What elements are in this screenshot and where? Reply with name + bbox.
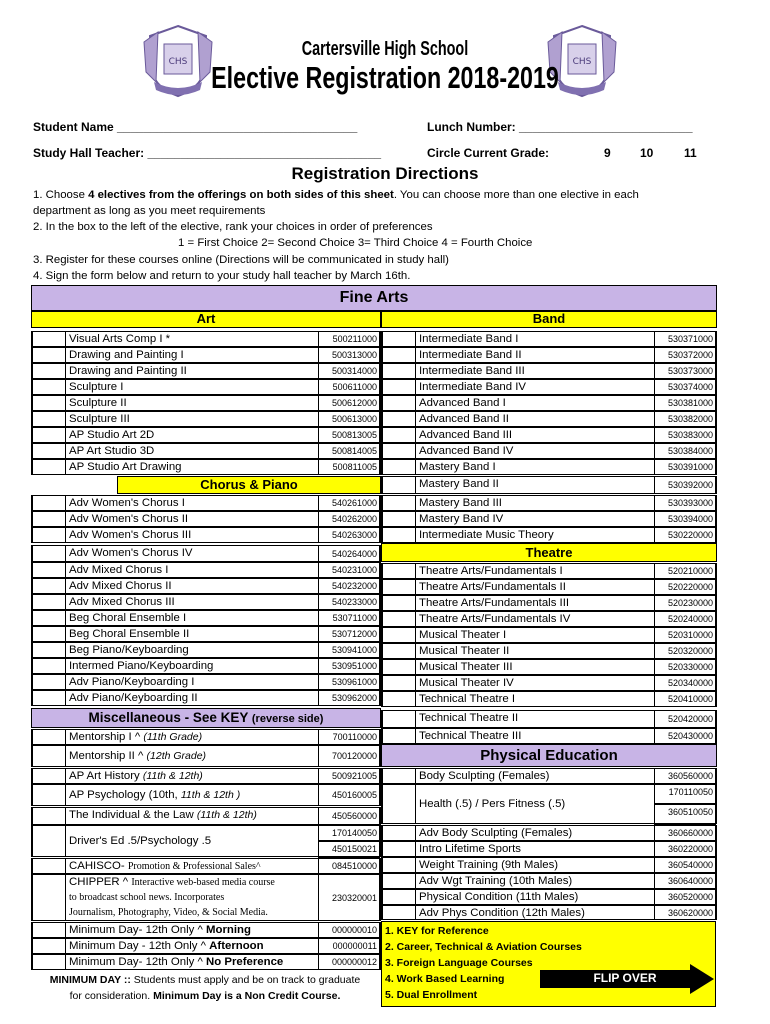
- course-name: Drawing and Painting I: [69, 349, 184, 361]
- course-row: [31, 363, 381, 379]
- course-code: 360220000: [654, 841, 716, 857]
- course-code: 520430000: [654, 728, 716, 744]
- rank-box[interactable]: [382, 363, 416, 379]
- course-row: [381, 411, 717, 427]
- course-name: Minimum Day- 12th Only ^ Morning: [69, 924, 251, 936]
- course-code: 520230000: [654, 595, 716, 611]
- course-name: Technical Theatre II: [419, 712, 519, 724]
- rank-box[interactable]: [382, 379, 416, 395]
- course-name: Beg Choral Ensemble I: [69, 612, 187, 624]
- course-name: Intermediate Music Theory: [419, 529, 554, 541]
- course-code: 084510000: [318, 858, 380, 874]
- grade-11[interactable]: 11: [684, 146, 697, 160]
- course-name: Sculpture I: [69, 381, 124, 393]
- course-row: [31, 545, 381, 562]
- rank-box[interactable]: [382, 691, 416, 707]
- rank-box[interactable]: [382, 643, 416, 659]
- course-row: [381, 495, 717, 511]
- rank-box[interactable]: [32, 938, 66, 954]
- rank-box[interactable]: [32, 363, 66, 379]
- rank-box[interactable]: [382, 495, 416, 511]
- course-name: Mastery Band I: [419, 461, 496, 473]
- rank-box[interactable]: [382, 627, 416, 643]
- course-row: [381, 889, 717, 905]
- course-code: 520340000: [654, 675, 716, 691]
- course-name: Theatre Arts/Fundamentals III: [419, 597, 570, 609]
- course-name: Advanced Band I: [419, 397, 506, 409]
- course-name: Mentorship II ^ (12th Grade): [69, 750, 207, 762]
- course-code: 500611000: [318, 379, 380, 395]
- course-name: Theatre Arts/Fundamentals I: [419, 565, 563, 577]
- course-row: [31, 938, 381, 954]
- course-row: [381, 611, 717, 627]
- key-item: 3. Foreign Language Courses: [385, 957, 533, 969]
- rank-box[interactable]: [382, 675, 416, 691]
- course-row: [381, 825, 717, 841]
- course-name: Adv Phys Condition (12th Males): [419, 907, 585, 919]
- course-row: [381, 511, 717, 527]
- course-name: Advanced Band III: [419, 429, 513, 441]
- course-code: 450150021: [318, 841, 380, 858]
- course-code: 530371000: [654, 331, 716, 347]
- course-row: [381, 710, 717, 728]
- rank-box[interactable]: [382, 611, 416, 627]
- course-code: 520310000: [654, 627, 716, 643]
- rank-box[interactable]: [32, 562, 66, 578]
- course-code: 520210000: [654, 563, 716, 579]
- course-row: [381, 784, 717, 824]
- directions-line-4: 4. Sign the form below and return to your study hall teacher by March 16th.: [33, 270, 411, 282]
- course-row: [381, 579, 717, 595]
- rank-box[interactable]: [32, 411, 66, 427]
- course-code: 000000010: [318, 922, 380, 938]
- course-code: 360620000: [654, 905, 716, 920]
- course-row: [381, 347, 717, 363]
- course-code: 530951000: [318, 658, 380, 674]
- rank-box[interactable]: [32, 858, 66, 874]
- flip-over-label: FLIP OVER: [593, 971, 657, 985]
- chorus-piano-header: Chorus & Piano: [117, 476, 381, 494]
- course-name: Theatre Arts/Fundamentals IV: [419, 613, 571, 625]
- grade-label: Circle Current Grade:: [427, 146, 550, 160]
- course-name: Adv Piano/Keyboarding II: [69, 692, 198, 704]
- course-name: Mastery Band II: [419, 478, 499, 490]
- course-row: [31, 395, 381, 411]
- grade-9[interactable]: 9: [604, 146, 611, 160]
- course-name: Sculpture III: [69, 413, 130, 425]
- course-code: 500814005: [318, 443, 380, 459]
- rank-box[interactable]: [32, 729, 66, 745]
- course-code: 530384000: [654, 443, 716, 459]
- course-row: [31, 729, 381, 745]
- course-code: 530373000: [654, 363, 716, 379]
- course-code: 530372000: [654, 347, 716, 363]
- rank-box[interactable]: [32, 578, 66, 594]
- course-name: Intermediate Band I: [419, 333, 519, 345]
- lunch-number-field[interactable]: Lunch Number: __________________________: [427, 120, 693, 134]
- course-row: [381, 857, 717, 873]
- rank-box[interactable]: [382, 331, 416, 347]
- course-code: 530711000: [318, 610, 380, 626]
- study-hall-field[interactable]: Study Hall Teacher: ___________________________________: [33, 146, 382, 160]
- pe-header: Physical Education: [381, 744, 717, 767]
- course-row: [31, 658, 381, 674]
- course-row: [31, 954, 381, 970]
- misc-header: Miscellaneous - See KEY (reverse side): [31, 708, 381, 728]
- course-row: [381, 379, 717, 395]
- course-name: Health (.5) / Pers Fitness (.5): [419, 798, 566, 810]
- course-code: 170110050: [654, 784, 716, 804]
- course-row: [381, 841, 717, 857]
- rank-box[interactable]: [382, 459, 416, 475]
- student-name-field[interactable]: Student Name ____________________________________: [33, 120, 358, 134]
- course-code: 450160005: [318, 784, 380, 806]
- course-name: Adv Women's Chorus II: [69, 513, 189, 525]
- rank-box[interactable]: [382, 511, 416, 527]
- course-name: Physical Condition (11th Males): [419, 891, 579, 903]
- course-name: Intermed Piano/Keyboarding: [69, 660, 214, 672]
- course-code: 530381000: [654, 395, 716, 411]
- rank-box[interactable]: [32, 379, 66, 395]
- course-code: 500314000: [318, 363, 380, 379]
- course-row: [31, 874, 381, 921]
- rank-box[interactable]: [382, 873, 416, 889]
- course-code: 500921005: [318, 768, 380, 784]
- course-name: Beg Choral Ensemble II: [69, 628, 190, 640]
- course-name: Adv Wgt Training (10th Males): [419, 875, 573, 887]
- course-row: [31, 562, 381, 578]
- course-code: 500813005: [318, 427, 380, 443]
- directions-rank-key: 1 = First Choice 2= Second Choice 3= Third Choice 4 = Fourth Choice: [178, 237, 533, 249]
- course-code: 360540000: [654, 857, 716, 873]
- rank-box[interactable]: [382, 659, 416, 675]
- band-header: Band: [381, 311, 717, 328]
- course-row: [31, 922, 381, 938]
- rank-box[interactable]: [32, 511, 66, 527]
- rank-box[interactable]: [32, 674, 66, 690]
- directions-line-1b: department as long as you meet requirements: [33, 205, 266, 217]
- course-code: 450560000: [318, 807, 380, 825]
- rank-box[interactable]: [32, 874, 66, 921]
- course-name: Adv Women's Chorus I: [69, 497, 185, 509]
- course-row: [381, 595, 717, 611]
- rank-box[interactable]: [32, 922, 66, 938]
- course-name: Adv Mixed Chorus II: [69, 580, 172, 592]
- course-name: Adv Mixed Chorus III: [69, 596, 175, 608]
- course-code: 520330000: [654, 659, 716, 675]
- course-name: The Individual & the Law (11th & 12th): [69, 809, 257, 821]
- rank-box[interactable]: [382, 427, 416, 443]
- course-row: [381, 427, 717, 443]
- course-code: 520220000: [654, 579, 716, 595]
- course-name: CHIPPER ^ Interactive web-based media course to broadcast school news. Incorporates Journalism, Photography, Video, & Social Media.: [69, 876, 275, 918]
- course-code: 700110000: [318, 729, 380, 745]
- course-code: 360660000: [654, 825, 716, 841]
- course-code: 500613000: [318, 411, 380, 427]
- course-name: Weight Training (9th Males): [419, 859, 559, 871]
- course-name: Technical Theatre I: [419, 693, 516, 705]
- course-row: [381, 905, 717, 920]
- rank-box[interactable]: [32, 395, 66, 411]
- fine-arts-header: Fine Arts: [31, 285, 717, 311]
- course-name: Minimum Day- 12th Only ^ No Preference: [69, 956, 284, 968]
- course-name: AP Studio Art Drawing: [69, 461, 182, 473]
- course-code: 530392000: [654, 476, 716, 494]
- rank-box[interactable]: [382, 728, 416, 744]
- course-row: [381, 443, 717, 459]
- course-row: [381, 627, 717, 643]
- course-row: [381, 675, 717, 691]
- key-item: 4. Work Based Learning: [385, 973, 505, 985]
- course-name: CAHISCO- Promotion & Professional Sales^: [69, 860, 261, 872]
- course-row: [31, 347, 381, 363]
- rank-box[interactable]: [382, 443, 416, 459]
- course-row: [381, 728, 717, 744]
- rank-box[interactable]: [32, 495, 66, 511]
- course-row: [381, 873, 717, 889]
- course-code: 530394000: [654, 511, 716, 527]
- course-code: 520410000: [654, 691, 716, 707]
- rank-box[interactable]: [382, 784, 416, 824]
- course-name: Mastery Band IV: [419, 513, 504, 525]
- rank-box[interactable]: [32, 658, 66, 674]
- course-name: Adv Piano/Keyboarding I: [69, 676, 195, 688]
- rank-box[interactable]: [32, 331, 66, 347]
- rank-box[interactable]: [382, 563, 416, 579]
- course-code: 530382000: [654, 411, 716, 427]
- course-row: [31, 511, 381, 527]
- course-name: Technical Theatre III: [419, 730, 522, 742]
- rank-box[interactable]: [32, 642, 66, 658]
- course-row: [31, 642, 381, 658]
- course-code: 540261000: [318, 495, 380, 511]
- course-name: Adv Body Sculpting (Females): [419, 827, 573, 839]
- course-name: Theatre Arts/Fundamentals II: [419, 581, 566, 593]
- course-row: [381, 331, 717, 347]
- course-name: Body Sculpting (Females): [419, 770, 550, 782]
- course-row: [381, 476, 717, 494]
- course-name: Sculpture II: [69, 397, 127, 409]
- rank-box[interactable]: [32, 745, 66, 767]
- course-name: Advanced Band II: [419, 413, 509, 425]
- course-row: [31, 745, 381, 767]
- course-code: 530374000: [654, 379, 716, 395]
- rank-box[interactable]: [382, 710, 416, 728]
- course-name: Advanced Band IV: [419, 445, 514, 457]
- rank-box[interactable]: [382, 857, 416, 873]
- course-name: Musical Theater I: [419, 629, 507, 641]
- course-code: 530962000: [318, 690, 380, 706]
- rank-box[interactable]: [32, 347, 66, 363]
- course-code: 520240000: [654, 611, 716, 627]
- course-name: Intermediate Band IV: [419, 381, 527, 393]
- course-row: [31, 626, 381, 642]
- course-row: [31, 594, 381, 610]
- key-item: 1. KEY for Reference: [385, 925, 489, 937]
- theatre-header: Theatre: [381, 543, 717, 562]
- course-row: [381, 527, 717, 543]
- course-row: [31, 527, 381, 543]
- course-code: 530712000: [318, 626, 380, 642]
- course-code: 360640000: [654, 873, 716, 889]
- course-row: [31, 427, 381, 443]
- course-row: [31, 610, 381, 626]
- course-code: 700120000: [318, 745, 380, 767]
- course-row: [381, 691, 717, 707]
- rank-box[interactable]: [382, 476, 416, 494]
- course-row: [31, 459, 381, 475]
- course-name: Intermediate Band II: [419, 349, 522, 361]
- course-code: 500211000: [318, 331, 380, 347]
- course-row: [381, 659, 717, 675]
- rank-box[interactable]: [382, 768, 416, 784]
- course-name: Visual Arts Comp I *: [69, 333, 171, 345]
- rank-box[interactable]: [32, 807, 66, 825]
- course-code: 530941000: [318, 642, 380, 658]
- course-row: [31, 807, 381, 825]
- rank-box[interactable]: [32, 594, 66, 610]
- rank-box[interactable]: [382, 347, 416, 363]
- course-name: Beg Piano/Keyboarding: [69, 644, 189, 656]
- rank-box[interactable]: [382, 527, 416, 543]
- course-row: [381, 459, 717, 475]
- course-code: 530393000: [654, 495, 716, 511]
- course-code: 360560000: [654, 768, 716, 784]
- key-item: 5. Dual Enrollment: [385, 989, 478, 1001]
- course-code: 000000012: [318, 954, 380, 970]
- course-name: AP Psychology (10th, 11th & 12th ): [69, 789, 241, 801]
- course-row: [381, 395, 717, 411]
- course-name: Intermediate Band III: [419, 365, 525, 377]
- course-name: Musical Theater II: [419, 645, 510, 657]
- course-code: 500612000: [318, 395, 380, 411]
- rank-box[interactable]: [32, 545, 66, 562]
- course-row: [31, 690, 381, 706]
- rank-box[interactable]: [382, 825, 416, 841]
- rank-box[interactable]: [32, 610, 66, 626]
- rank-box[interactable]: [32, 954, 66, 970]
- course-code: 520420000: [654, 710, 716, 728]
- course-code: 230320001: [318, 874, 380, 921]
- rank-box[interactable]: [32, 690, 66, 706]
- course-row: [31, 784, 381, 806]
- rank-box[interactable]: [32, 427, 66, 443]
- course-row: [381, 363, 717, 379]
- course-name: Musical Theater III: [419, 661, 513, 673]
- course-row: [381, 768, 717, 784]
- course-code: 170140050: [318, 825, 380, 841]
- course-code: 540262000: [318, 511, 380, 527]
- rank-box[interactable]: [32, 527, 66, 543]
- course-row: [31, 411, 381, 427]
- rank-box[interactable]: [382, 579, 416, 595]
- rank-box[interactable]: [32, 784, 66, 806]
- course-code: 540231000: [318, 562, 380, 578]
- course-row: [31, 379, 381, 395]
- course-name: Drawing and Painting II: [69, 365, 187, 377]
- course-row: [31, 768, 381, 784]
- rank-box[interactable]: [32, 443, 66, 459]
- rank-box[interactable]: [382, 905, 416, 920]
- art-header: Art: [31, 311, 381, 328]
- course-row: [31, 443, 381, 459]
- course-code: 530383000: [654, 427, 716, 443]
- course-name: Mentorship I ^ (11th Grade): [69, 731, 203, 743]
- course-row: [31, 331, 381, 347]
- course-code: 360520000: [654, 889, 716, 905]
- rank-box[interactable]: [32, 459, 66, 475]
- course-row: [381, 643, 717, 659]
- course-name: AP Art Studio 3D: [69, 445, 155, 457]
- course-code: 520320000: [654, 643, 716, 659]
- course-code: 540264000: [318, 545, 380, 562]
- course-name: AP Art History (11th & 12th): [69, 770, 203, 782]
- minimum-day-note: MINIMUM DAY :: Students must apply and be on track to graduate for consideration. Minimum Day is a Non Credit Course.: [49, 974, 361, 1002]
- rank-box[interactable]: [32, 825, 66, 857]
- course-name: Minimum Day - 12th Only ^ Afternoon: [69, 940, 264, 952]
- svg-text:CHS: CHS: [572, 57, 592, 67]
- course-code: 000000011: [318, 938, 380, 954]
- course-row: [31, 858, 381, 874]
- course-code: 500313000: [318, 347, 380, 363]
- directions-title: Registration Directions: [291, 164, 479, 183]
- course-row: [381, 563, 717, 579]
- rank-box[interactable]: [382, 841, 416, 857]
- school-name: Cartersville High School: [301, 38, 469, 60]
- course-name: AP Studio Art 2D: [69, 429, 155, 441]
- rank-box[interactable]: [32, 768, 66, 784]
- rank-box[interactable]: [382, 411, 416, 427]
- key-item: 2. Career, Technical & Aviation Courses: [385, 941, 582, 953]
- rank-box[interactable]: [382, 595, 416, 611]
- course-code: 500811005: [318, 459, 380, 475]
- course-code: 540232000: [318, 578, 380, 594]
- course-name: Driver's Ed .5/Psychology .5: [69, 835, 212, 847]
- header: [0, 0, 770, 115]
- course-row: [31, 578, 381, 594]
- course-code: 530220000: [654, 527, 716, 543]
- course-name: Intro Lifetime Sports: [419, 843, 521, 855]
- page-title: Elective Registration 2018-2019: [211, 60, 559, 95]
- course-code: 530961000: [318, 674, 380, 690]
- rank-box[interactable]: [32, 626, 66, 642]
- course-name: Adv Women's Chorus III: [69, 529, 192, 541]
- course-name: Adv Women's Chorus IV: [69, 547, 193, 559]
- svg-text:CHS: CHS: [168, 57, 188, 67]
- course-name: Adv Mixed Chorus I: [69, 564, 169, 576]
- rank-box[interactable]: [382, 889, 416, 905]
- directions-line-1: 1. Choose 4 electives from the offerings on both sides of this sheet. You can choose more than one elective in each: [33, 189, 639, 201]
- rank-box[interactable]: [382, 395, 416, 411]
- directions-line-3: 3. Register for these courses online (Directions will be communicated in study hall): [33, 254, 449, 266]
- course-name: Mastery Band III: [419, 497, 502, 509]
- course-code: 540233000: [318, 594, 380, 610]
- course-row: [31, 495, 381, 511]
- course-code: 360510050: [654, 804, 716, 825]
- course-row: [31, 674, 381, 690]
- course-name: Musical Theater IV: [419, 677, 514, 689]
- grade-10[interactable]: 10: [640, 146, 654, 160]
- course-row: [31, 825, 381, 857]
- directions-line-2: 2. In the box to the left of the elective, rank your choices in order of preferences: [33, 221, 433, 233]
- course-code: 530391000: [654, 459, 716, 475]
- course-code: 540263000: [318, 527, 380, 543]
